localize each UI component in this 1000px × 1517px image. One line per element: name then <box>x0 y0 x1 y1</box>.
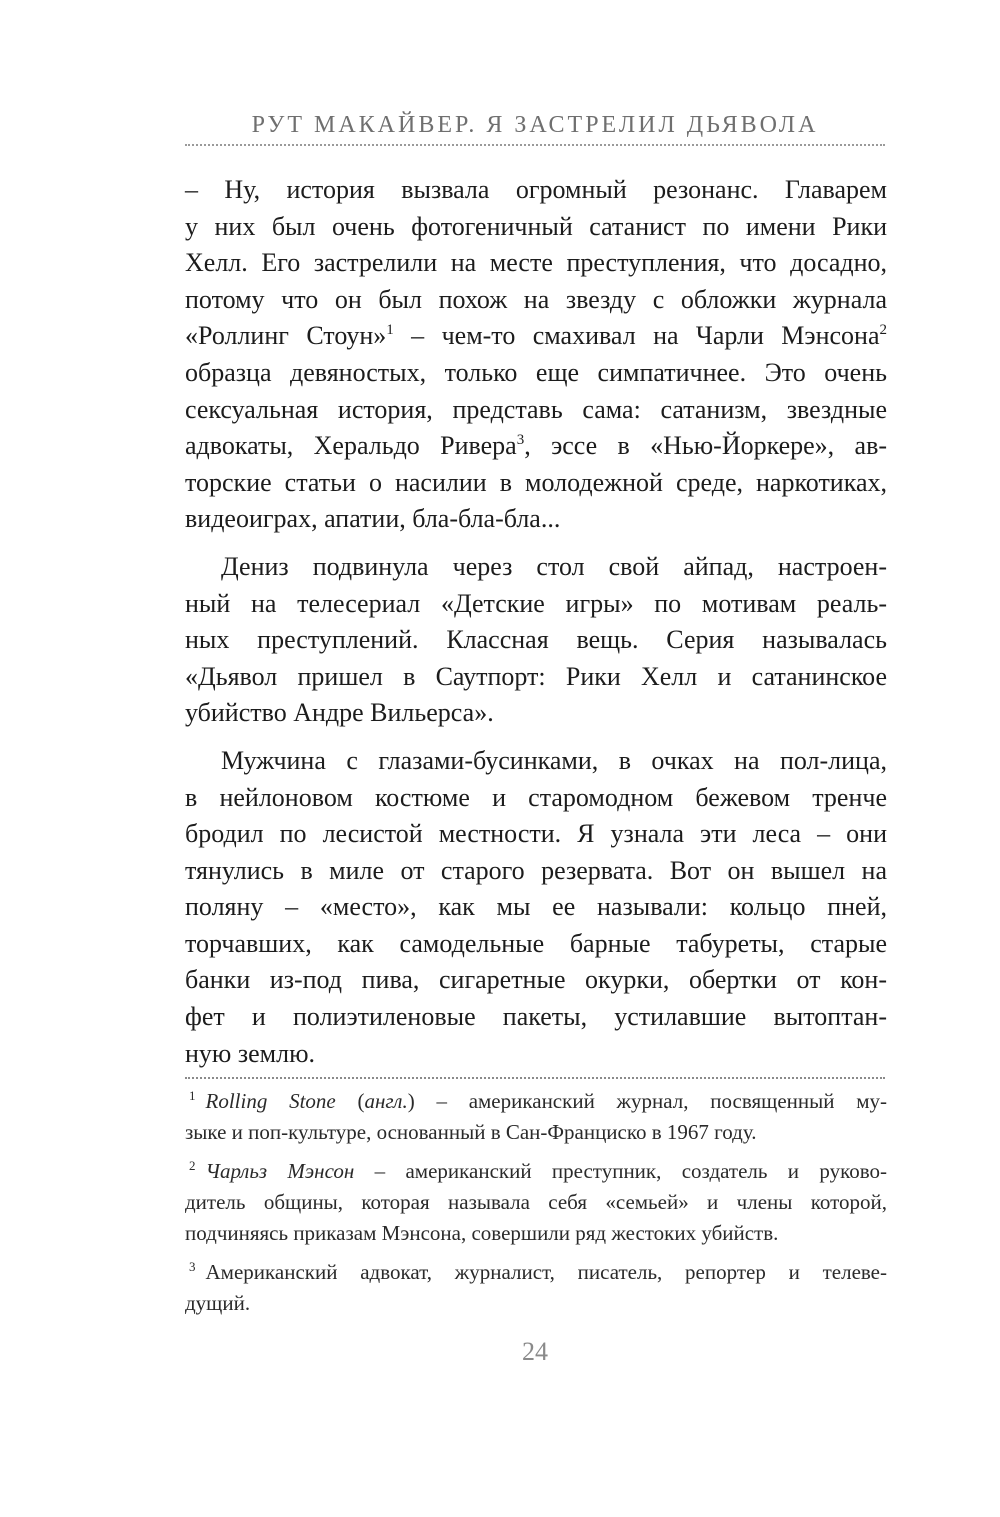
footnote-text: – американский преступник, создатель и руково- <box>354 1159 887 1183</box>
paragraph-3 <box>185 743 887 1072</box>
footnote-text: Американский адвокат, журналист, писатель, репортер и телеве- <box>205 1260 887 1284</box>
footnote-lang: англ. <box>364 1089 408 1113</box>
footnote-line: $^1$ Rolling Stone (англ.) – американский журнал, посвященный му- <box>189 1088 887 1113</box>
text-line: в нейлоновом костюме и старомодном бежевом тренче <box>185 782 887 812</box>
footnote-term: Чарльз Мэнсон <box>205 1159 355 1183</box>
text-line: Дениз подвинула через стол свой айпад, настроен- <box>221 551 887 581</box>
text-line: ный на телесериал «Детские игры» по мотивам реаль- <box>185 588 887 618</box>
footnote-ref-3: 3 <box>516 432 525 449</box>
footnote-3 <box>185 1257 887 1319</box>
footnote-1 <box>185 1086 887 1148</box>
footnote-line: подчиняясь приказам Мэнсона, совершили ряд жестоких убийств. <box>185 1221 779 1245</box>
footnote-term: Rolling Stone <box>205 1089 336 1113</box>
text-line: поляну – «место», как мы ее называли: кольцо пней, <box>185 892 887 922</box>
text-line: ных преступлений. Классная вещь. Серия называлась <box>185 625 887 655</box>
text-line <box>185 318 887 355</box>
running-title: РУТ МАКАЙВЕР. Я ЗАСТРЕЛИЛ ДЬЯВОЛА <box>251 112 819 138</box>
footnote-line <box>185 1156 887 1187</box>
text-line: – Ну, история вызвала огромный резонанс. Главарем <box>185 175 887 204</box>
text-line: видеоиграх, апатии, бла-бла-бла... <box>185 504 561 534</box>
text-line: у них был очень фотогеничный сатанист по имени Рики <box>185 211 887 241</box>
footnote-line <box>185 1257 887 1288</box>
text-line: бродил по лесистой местности. Я узнала эти леса – они <box>185 819 887 849</box>
text-line: фет и полиэтиленовые пакеты, устилавшие вытоптан- <box>185 1002 887 1032</box>
text-line: банки из-под пива, сигаретные окурки, обертки от кон- <box>185 965 887 995</box>
text-fragment: , эссе в «Нью-Йоркере», ав- <box>524 431 887 461</box>
footnote-line: дущий. <box>185 1291 251 1315</box>
text-line: «Дьявол пришел в Саутпорт: Рики Хелл и сатанинское <box>185 661 887 691</box>
text-line <box>185 428 887 465</box>
text-line: потому что он был похож на звезду с обложки журнала <box>185 284 887 314</box>
footnote-mark: 3 <box>189 1259 196 1274</box>
footnote-text: – американский журнал, посвященный му- <box>414 1089 887 1113</box>
paragraph-1 <box>185 172 887 538</box>
text-line: Мужчина с глазами-бусинками, в очках на пол-лица, <box>221 745 887 775</box>
footnote-ref-1: 1 <box>386 322 394 339</box>
footnote-line: зыке и поп-культуре, основанный в Сан-Франциско в 1967 году. <box>185 1120 757 1144</box>
text-line: торские статьи о насилии в молодежной среде, наркотиках, <box>185 467 887 497</box>
text-line: образца девяностых, только еще симпатичнее. Это очень <box>185 357 887 387</box>
text-line: торчавших, как самодельные барные табуреты, старые <box>185 928 887 958</box>
running-header <box>185 110 885 140</box>
footnote-2 <box>185 1156 887 1249</box>
footnote-ref-2: 2 <box>879 322 887 339</box>
footnote-mark: 2 <box>189 1158 196 1173</box>
footnote-line: дитель общины, которая называла себя «семьей» и члены которой, <box>185 1190 887 1214</box>
footnote-mark: 1 <box>189 1088 196 1103</box>
text-line: сексуальная история, представь сама: сатанизм, звездные <box>185 394 887 424</box>
text-fragment: «Роллинг Стоун» <box>185 321 387 351</box>
main-text <box>185 172 887 1083</box>
paragraph-2 <box>185 549 887 732</box>
text-fragment: адвокаты, Херальдо Ривера <box>185 431 517 461</box>
text-fragment: – чем-то смахивал на Чарли Мэнсона <box>411 321 880 351</box>
text-line: убийство Андре Вильерса». <box>185 698 494 728</box>
footnote-divider <box>185 1077 885 1079</box>
footnotes <box>185 1086 887 1327</box>
page-number: 24 <box>522 1337 548 1366</box>
header-divider <box>185 144 885 146</box>
text-line: ную землю. <box>185 1038 315 1068</box>
text-line: тянулись в миле от старого резервата. Вот он вышел на <box>185 855 887 885</box>
text-line: Хелл. Его застрелили на месте преступления, что досадно, <box>185 248 887 278</box>
